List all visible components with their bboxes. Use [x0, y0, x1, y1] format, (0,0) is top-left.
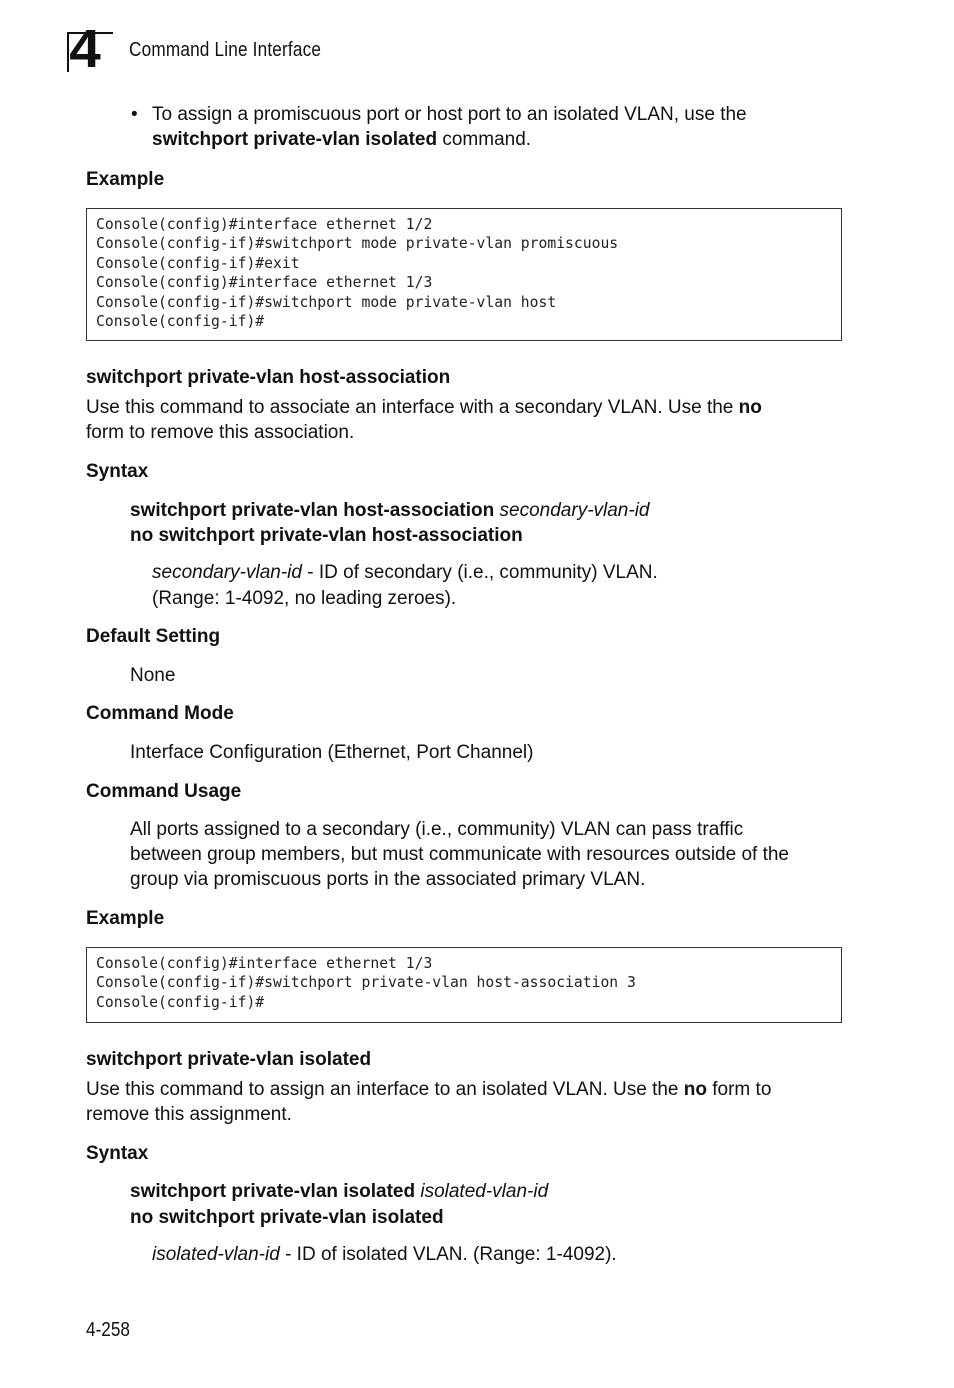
code-line: Console(config-if)#switchport private-vlan host-association 3	[96, 973, 636, 992]
code-block-1	[86, 208, 842, 341]
example-heading-1: Example	[86, 169, 165, 190]
isolated-param-desc: - ID of isolated VLAN. (Range: 1-4092).	[279, 1244, 617, 1265]
section-title-isolated: switchport private-vlan isolated	[86, 1049, 372, 1070]
host-desc-no: no	[738, 397, 762, 418]
isolated-desc-no: no	[683, 1079, 707, 1100]
isolated-syntax-param: isolated-vlan-id	[420, 1181, 549, 1202]
usage-line-2: between group members, but must communicate with resources outside of the	[130, 844, 789, 865]
code-line: Console(config-if)#switchport mode private-vlan host	[96, 292, 557, 311]
code-line: Console(config-if)#exit	[96, 253, 300, 272]
intro-text-line-2	[152, 127, 531, 152]
isolated-syntax-command: switchport private-vlan isolated	[130, 1181, 416, 1202]
host-syntax-no-line: no switchport private-vlan host-association	[130, 525, 523, 546]
host-syntax-param: secondary-vlan-id	[499, 500, 650, 521]
isolated-desc-line-1	[86, 1077, 771, 1102]
host-param-name: secondary-vlan-id	[152, 562, 302, 583]
usage-line-3: group via promiscuous ports in the associated primary VLAN.	[130, 869, 646, 890]
isolated-desc-tail: form to	[706, 1079, 772, 1100]
chapter-number: 4	[69, 19, 101, 79]
usage-line-1: All ports assigned to a secondary (i.e., community) VLAN can pass traffic	[130, 819, 744, 840]
host-param-range: (Range: 1-4092, no leading zeroes).	[152, 588, 457, 609]
host-desc-line-2: form to remove this association.	[86, 422, 355, 443]
page-number: 4-258	[86, 1319, 130, 1341]
intro-command: switchport private-vlan isolated	[152, 129, 438, 150]
command-usage-heading: Command Usage	[86, 781, 242, 802]
intro-text-line-1: To assign a promiscuous port or host port to an isolated VLAN, use the	[152, 104, 747, 125]
command-mode-heading: Command Mode	[86, 703, 234, 724]
isolated-desc-text: Use this command to assign an interface to an isolated VLAN. Use the	[86, 1079, 684, 1100]
bullet-marker: •	[131, 104, 138, 125]
isolated-syntax-no-line: no switchport private-vlan isolated	[130, 1207, 444, 1228]
host-syntax-line	[130, 498, 650, 523]
code-line: Console(config)#interface ethernet 1/2	[96, 215, 433, 233]
code-line: Console(config-if)#switchport mode private-vlan promiscuous	[96, 234, 619, 253]
host-syntax-command: switchport private-vlan host-association	[130, 500, 495, 521]
code-line: Console(config-if)#	[96, 312, 265, 331]
syntax-heading-1: Syntax	[86, 461, 149, 482]
host-param-line	[152, 560, 658, 585]
isolated-syntax-line	[130, 1179, 548, 1204]
syntax-heading-2: Syntax	[86, 1143, 149, 1164]
default-setting-heading: Default Setting	[86, 626, 221, 647]
example-heading-2: Example	[86, 908, 165, 929]
code-block-2	[86, 947, 842, 1023]
intro-text-tail: command.	[437, 129, 532, 150]
command-mode-value: Interface Configuration (Ethernet, Port Channel)	[130, 742, 534, 763]
host-desc-line-1	[86, 395, 762, 420]
code-line: Console(config)#interface ethernet 1/3	[96, 273, 433, 292]
header-title: Command Line Interface	[129, 39, 322, 61]
code-line: Console(config-if)#	[96, 992, 265, 1011]
code-line: Console(config)#interface ethernet 1/3	[96, 954, 433, 972]
host-desc-text: Use this command to associate an interface with a secondary VLAN. Use the	[86, 397, 739, 418]
isolated-desc-line-2: remove this assignment.	[86, 1104, 292, 1125]
host-param-desc: - ID of secondary (i.e., community) VLAN.	[301, 562, 658, 583]
section-title-host-association: switchport private-vlan host-association	[86, 367, 451, 388]
isolated-param-name: isolated-vlan-id	[152, 1244, 280, 1265]
default-setting-value: None	[130, 665, 176, 686]
isolated-param-line	[152, 1242, 617, 1267]
